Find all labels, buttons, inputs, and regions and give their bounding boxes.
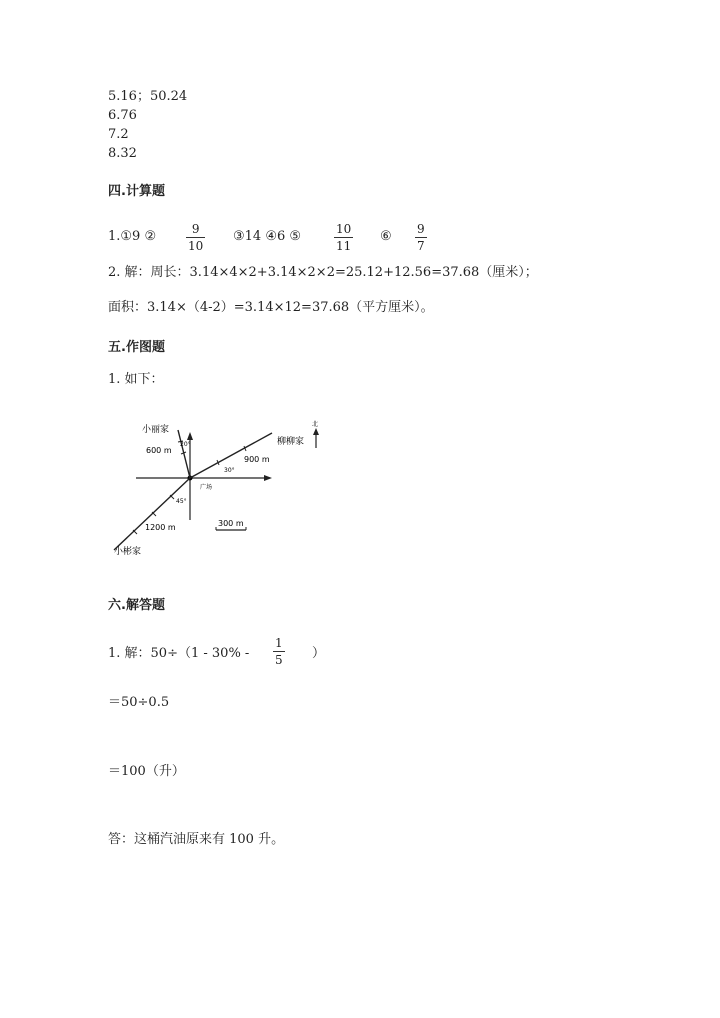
label-angle-20: 20° — [180, 441, 191, 448]
fraction-1-5 — [273, 636, 285, 667]
section-4-title: 四.计算题 — [108, 184, 165, 199]
direction-diagram — [100, 410, 340, 560]
label-angle-30: 30° — [224, 467, 235, 474]
fraction-bar — [334, 237, 353, 238]
label-900m: 900 m — [244, 455, 270, 464]
fraction-10-11 — [334, 222, 353, 253]
fraction-denominator: 10 — [188, 239, 204, 253]
q2-line-2: 面积：3.14×（4-2）=3.14×12=37.68（平方厘米）。 — [108, 300, 434, 315]
fraction-numerator: 1 — [275, 636, 283, 650]
q2-line-1: 2. 解：周长：3.14×4×2+3.14×2×2=25.12+12.56=37.68（厘米）； — [108, 265, 538, 280]
answer-line-7: 7.2 — [108, 127, 129, 142]
fraction-9-10 — [186, 222, 205, 253]
fraction-denominator: 5 — [275, 653, 283, 667]
answer-line-6: 6.76 — [108, 108, 137, 123]
label-liuliu: 柳柳家 — [277, 437, 305, 447]
fraction-denominator: 7 — [417, 239, 425, 253]
fraction-9-7 — [415, 222, 427, 253]
fraction-numerator: 10 — [336, 222, 352, 236]
solution-suffix: ） — [312, 646, 326, 661]
solution-step-2: ＝100（升） — [108, 764, 185, 779]
north-indicator-head — [313, 428, 319, 435]
solution-step-1: ＝50÷0.5 — [108, 695, 170, 710]
east-arrow-head — [264, 475, 272, 481]
route-xiaobin — [114, 478, 190, 550]
label-scale: 300 m — [218, 519, 244, 528]
label-angle-45: 45° — [176, 498, 187, 505]
label-1200m: 1200 m — [145, 523, 176, 532]
section-6-title: 六.解答题 — [108, 598, 165, 613]
fraction-numerator: 9 — [417, 222, 425, 236]
label-xiaobin: 小彬家 — [114, 547, 142, 557]
fraction-denominator: 11 — [336, 239, 352, 253]
label-plaza: 广场 — [200, 484, 213, 491]
fraction-bar — [273, 651, 285, 652]
fraction-numerator: 9 — [191, 222, 200, 236]
label-xiaoli: 小丽家 — [142, 425, 170, 435]
q1-six: ⑥ — [380, 229, 392, 244]
section-5-title: 五.作图题 — [108, 340, 165, 355]
fraction-bar — [186, 237, 205, 238]
north-arrow-head — [187, 432, 193, 440]
solution-answer: 答：这桶汽油原来有 100 升。 — [108, 832, 285, 847]
label-north: 北 — [312, 421, 319, 428]
answer-line-5: 5.16；50.24 — [108, 89, 188, 104]
fraction-bar — [415, 237, 427, 238]
q1-middle: ③14 ④6 ⑤ — [233, 229, 302, 244]
answer-line-8: 8.32 — [108, 146, 137, 161]
drawing-q1-label: 1. 如下： — [108, 372, 164, 387]
q1-prefix: 1.①9 ② — [108, 229, 157, 244]
label-600m: 600 m — [146, 446, 172, 455]
solution-prefix: 1. 解：50÷（1 - 30% - — [108, 646, 250, 661]
